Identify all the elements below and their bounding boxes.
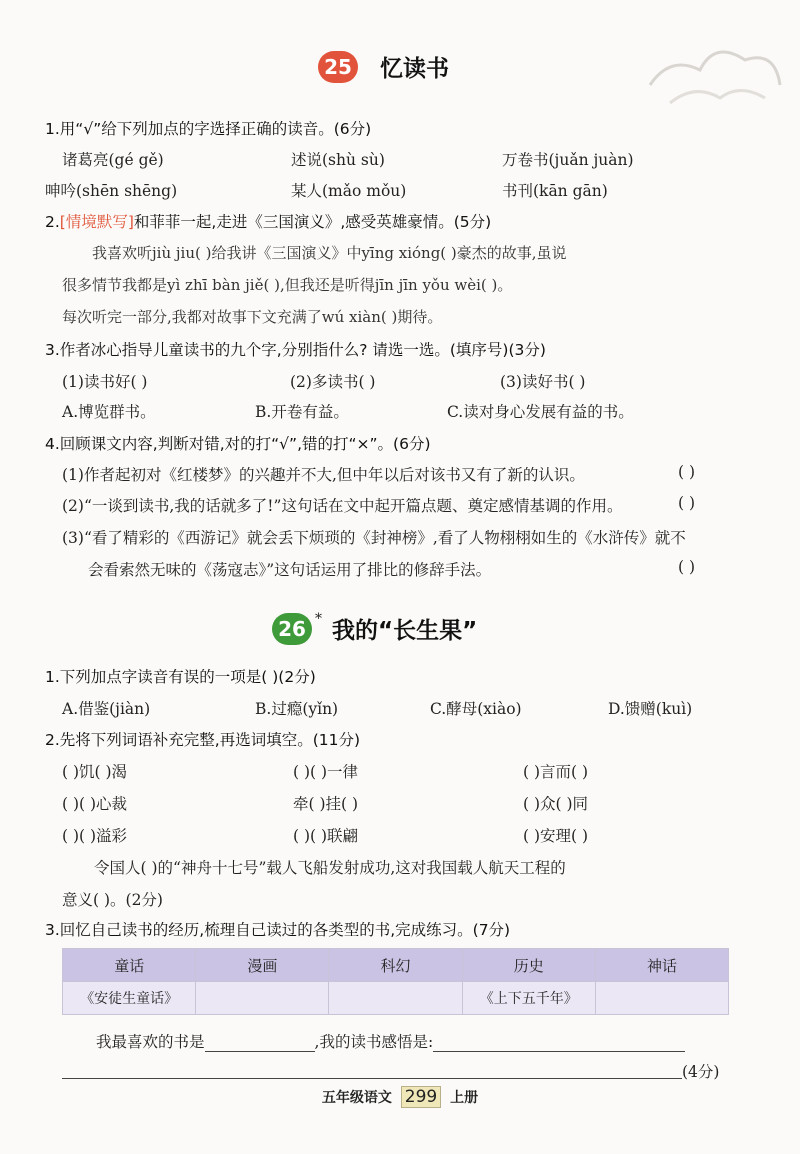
table-cell[interactable] (196, 982, 329, 1015)
table-header: 神话 (595, 949, 728, 982)
answer-blank[interactable]: ( ) (678, 463, 696, 481)
table-cell[interactable] (329, 982, 462, 1015)
table-cell[interactable]: 《安徒生童话》 (63, 982, 196, 1015)
pinyin-item: 呻吟(shēn shēng) (45, 182, 178, 200)
statement: (3)“看了精彩的《西游记》就会丢下烦琐的《封神榜》,看了人物栩栩如生的《水浒传》就不 (62, 529, 686, 547)
lesson-26-title (272, 612, 477, 645)
table-cell[interactable] (595, 982, 728, 1015)
question-3-prompt: 3.回忆自己读书的经历,梳理自己读过的各类型的书,完成练习。(7分) (45, 921, 511, 939)
idiom-blank[interactable]: ( )安理( ) (523, 827, 589, 845)
score-label: (4分) (682, 1063, 720, 1081)
question-1-prompt: 1.下列加点字读音有误的一项是( )(2分) (45, 668, 316, 686)
question-1-prompt: 1.用“√”给下列加点的字选择正确的读音。(6分) (45, 120, 372, 138)
table-header: 科幻 (329, 949, 462, 982)
option: B.开卷有益。 (255, 403, 349, 421)
pinyin-item: 述说(shù sù) (291, 151, 385, 169)
table-header: 漫画 (196, 949, 329, 982)
item: (2)多读书( ) (290, 373, 376, 391)
option: B.过瘾(yǐn) (255, 700, 339, 718)
lesson-title: 我的“长生果” (332, 618, 478, 644)
idiom-blank[interactable]: ( )饥( )渴 (62, 763, 128, 781)
option: A.借鉴(jiàn) (62, 700, 151, 718)
item: (1)读书好( ) (62, 373, 148, 391)
question-4-prompt: 4.回顾课文内容,判断对错,对的打“√”,错的打“×”。(6分) (45, 435, 431, 453)
pinyin-item: 万卷书(juǎn juàn) (502, 151, 634, 169)
favorite-book-blank[interactable] (205, 1033, 315, 1052)
question-2-prompt: 2.[情境默写]和菲菲一起,走进《三国演义》,感受英雄豪情。(5分) (45, 213, 492, 231)
pinyin-item: 某人(mǎo mǒu) (291, 182, 407, 200)
idiom-blank[interactable]: ( )( )联翩 (293, 827, 359, 845)
statement: 会看索然无味的《荡寇志》”这句话运用了排比的修辞手法。 (88, 561, 492, 579)
option: A.博览群书。 (62, 403, 156, 421)
favorite-book-line: 我最喜欢的书是 ,我的读书感悟是: (96, 1030, 685, 1052)
idiom-blank[interactable]: ( )众( )同 (523, 795, 589, 813)
lesson-number-badge: 26 (272, 613, 312, 645)
option: C.读对身心发展有益的书。 (447, 403, 634, 421)
feeling-blank[interactable] (433, 1033, 685, 1052)
pinyin-item: 书刊(kān gān) (502, 182, 608, 200)
footer-volume: 上册 (450, 1090, 479, 1106)
answer-blank[interactable]: ( ) (678, 558, 696, 576)
table-header: 历史 (462, 949, 595, 982)
fill-sentence: 令国人( )的“神舟十七号”载人飞船发射成功,这对我国载人航天工程的 (94, 859, 566, 877)
page-number: 299 (401, 1086, 441, 1108)
question-3-prompt: 3.作者冰心指导儿童读书的九个字,分别指什么? 请选一选。(填序号)(3分) (45, 341, 546, 359)
lesson-number-badge: 25 (318, 51, 358, 83)
passage-line: 每次听完一部分,我都对故事下文充满了wú xiàn( )期待。 (62, 308, 443, 326)
idiom-blank[interactable]: ( )( )心裁 (62, 795, 128, 813)
pinyin-item: 诸葛亮(gé gě) (62, 151, 164, 169)
passage-line: 我喜欢听jiù jiu( )给我讲《三国演义》中yīng xióng( )豪杰的故事,虽说 (92, 244, 567, 262)
cloud-decoration (630, 15, 790, 115)
statement: (1)作者起初对《红楼梦》的兴趣并不大,但中年以后对该书又有了新的认识。 (62, 466, 585, 484)
footer-subject: 五年级语文 (321, 1090, 392, 1106)
feeling-blank-line-2[interactable] (62, 1078, 682, 1079)
idiom-blank[interactable]: ( )( )一律 (293, 763, 359, 781)
lesson-title: 忆读书 (380, 56, 449, 82)
reading-table (62, 948, 729, 1015)
question-2-prompt: 2.先将下列词语补充完整,再选词填空。(11分) (45, 731, 361, 749)
item: (3)读好书( ) (500, 373, 586, 391)
option: D.馈赠(kuì) (608, 700, 693, 718)
answer-blank[interactable]: ( ) (678, 494, 696, 512)
table-header: 童话 (63, 949, 196, 982)
lesson-25-title (318, 50, 449, 83)
fill-sentence: 意义( )。(2分) (62, 891, 163, 909)
option: C.酵母(xiào) (430, 700, 522, 718)
passage-line: 很多情节我都是yì zhī bàn jiě( ),但我还是听得jīn jīn yǒu wèi( )。 (62, 276, 513, 294)
situation-tag: [情境默写] (59, 213, 134, 231)
page-footer (0, 1086, 800, 1108)
statement: (2)“一谈到读书,我的话就多了!”这句话在文中起开篇点题、奠定感情基调的作用。 (62, 497, 623, 515)
table-cell[interactable]: 《上下五千年》 (462, 982, 595, 1015)
idiom-blank[interactable]: 牵( )挂( ) (293, 795, 359, 813)
star-mark: * (315, 610, 322, 627)
idiom-blank[interactable]: ( )言而( ) (523, 763, 589, 781)
idiom-blank[interactable]: ( )( )溢彩 (62, 827, 128, 845)
